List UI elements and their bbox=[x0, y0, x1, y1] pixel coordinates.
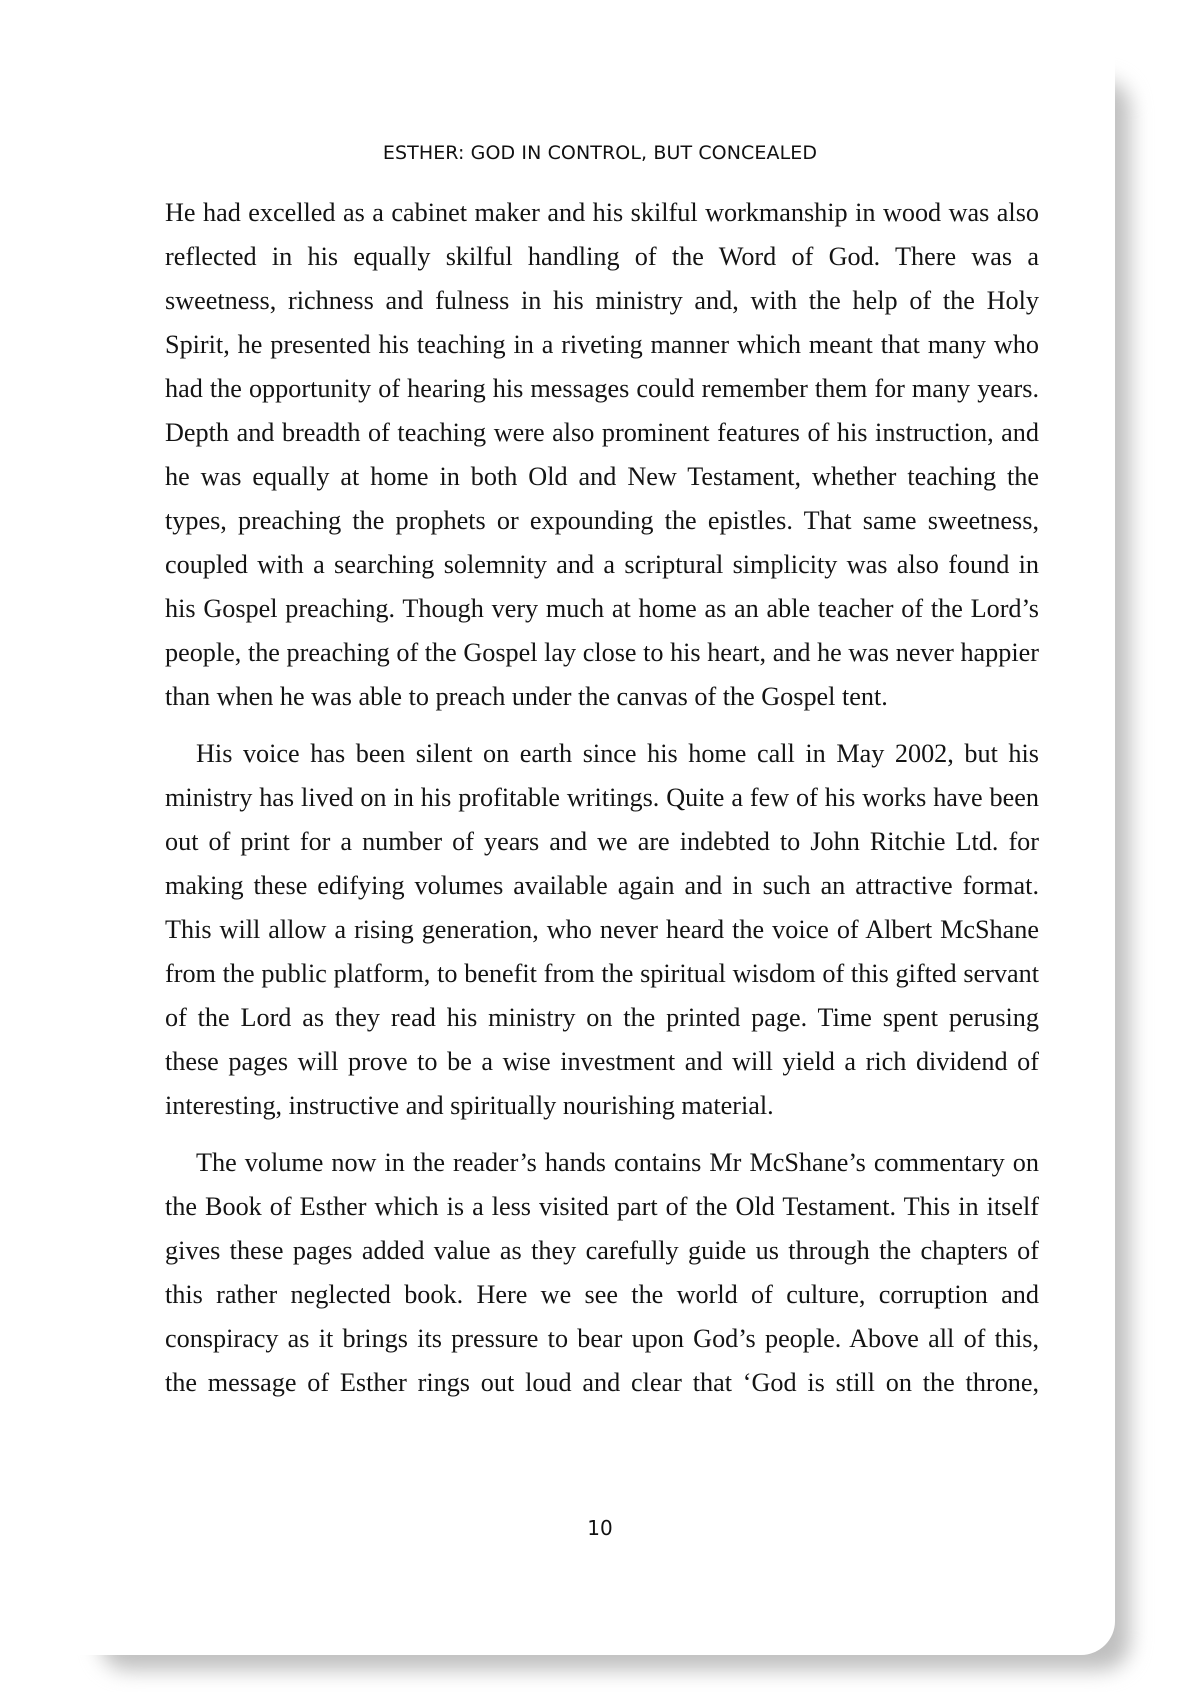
page-number: 10 bbox=[587, 1516, 613, 1540]
body-text bbox=[165, 191, 1039, 1418]
paragraph-1: He had excelled as a cabinet maker and his skilful workmanship in wood was also reflected in his equally skilful handling of the Word of God. There was a sweetness, richness and fulness in his ministry and, with the help of the Holy Spirit, he presented his teaching in a riveting manner which meant that many who had the opportunity of hearing his messages could remember them for many years. Depth and breadth of teaching were also prominent features of his instruction, and he was equally at home in both Old and New Testament, whether teaching the types, preaching the prophets or expounding the epistles. That same sweetness, coupled with a searching solemnity and a scriptural simplicity was also found in his Gospel preaching. Though very much at home as an able teacher of the Lord’s people, the preaching of the Gospel lay close to his heart, and he was never happier than when he was able to preach under the canvas of the Gospel tent. bbox=[165, 198, 1039, 711]
paragraph-2: His voice has been silent on earth since his home call in May 2002, but his ministry has lived on in his profitable writings. Quite a few of his works have been out of print for a number of years and we are indebted to John Ritchie Ltd. for making these edifying volumes available again and in such an attractive format. This will allow a rising generation, who never heard the voice of Albert McShane from the public platform, to benefit from the spiritual wisdom of this gifted servant of the Lord as they read his ministry on the printed page. Time spent perusing these pages will prove to be a wise investment and will yield a rich dividend of interesting, instructive and spiritually nourishing material. bbox=[165, 739, 1039, 1120]
running-head: ESTHER: GOD IN CONTROL, BUT CONCEALED bbox=[382, 142, 818, 164]
paragraph-3: The volume now in the reader’s hands contains Mr McShane’s commentary on the Book of Esther which is a less visited part of the Old Testament. This in itself gives these pages added value as they carefully guide us through the chapters of this rather neglected book. Here we see the world of culture, corruption and conspiracy as it brings its pressure to bear upon God’s people. Above all of this, the message of Esther rings out loud and clear that ‘God is still on the throne, bbox=[165, 1148, 1039, 1397]
